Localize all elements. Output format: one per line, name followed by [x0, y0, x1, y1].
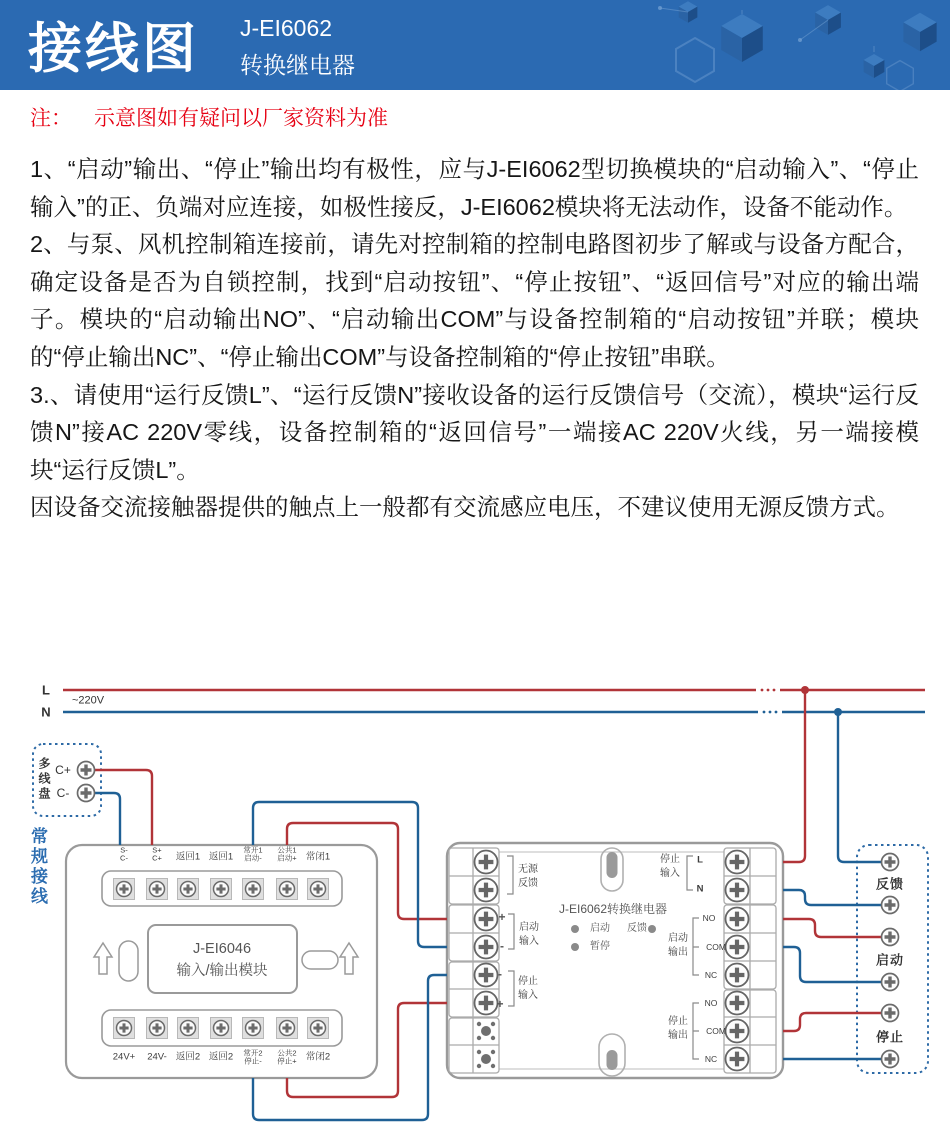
- t-no2: 常开2: [243, 1048, 263, 1058]
- t-return1-a: 返回1: [175, 851, 201, 863]
- voltage-label: ~220V: [71, 694, 105, 707]
- t-com1: 公共1: [277, 845, 297, 855]
- n-line-label: N: [41, 704, 51, 720]
- t-return2-a: 返回2: [175, 1051, 201, 1063]
- start-input-minus: -: [500, 939, 504, 953]
- vertical-slot-icon: [119, 941, 138, 981]
- t-24v-minus: 24V-: [147, 1051, 167, 1063]
- start-input-plus: +: [498, 910, 506, 924]
- passive-feedback-label-2: 反馈: [518, 878, 538, 889]
- page-title: 接线图: [28, 19, 199, 79]
- t-nc1: 常闭1: [305, 851, 331, 863]
- module-6062-title: J-EI6062转换继电器: [558, 902, 668, 916]
- start-output-no: NO: [702, 912, 716, 923]
- t-24v-plus: 24V+: [112, 1051, 136, 1063]
- power-lines: [63, 689, 925, 714]
- stop-input-minus: -: [498, 967, 502, 981]
- terminal-l-label: L: [697, 854, 703, 866]
- right-stop-input-label-2: 输入: [660, 868, 680, 879]
- t-c-plus: C+: [152, 853, 162, 863]
- l-line-label: L: [42, 682, 50, 698]
- note-text: 示意图如有疑问以厂家资料为准: [94, 107, 388, 130]
- terminal-n-label: N: [696, 883, 704, 895]
- stop-output-label-1: 停止: [668, 1016, 688, 1027]
- conventional-wiring-label: 常规接线: [28, 827, 47, 907]
- paragraph-3: 3.、请使用“运行反馈L”、“运行反馈N”接收设备的运行反馈信号（交流），模块“运行反馈N”接AC 220V零线，设备控制箱的“返回信号”一端接AC 220V火线，另一端接模块“运行反馈L”。: [30, 381, 919, 483]
- c-minus-label: C-: [56, 786, 70, 800]
- start-input-label-1: 启动: [519, 922, 539, 933]
- note-prefix: 注：: [30, 107, 72, 130]
- header-model: J-EI6062: [240, 15, 333, 41]
- led-feedback-label: 反馈: [627, 923, 647, 934]
- screw-terminal: [78, 785, 95, 802]
- device-feedback-label: 反馈: [875, 876, 905, 892]
- up-arrow-right-icon: [340, 943, 358, 974]
- n-line-junction-dot: [834, 708, 842, 716]
- t-return2-b: 返回2: [208, 1051, 234, 1063]
- module-6062-terminal-grid: [449, 848, 776, 1073]
- mounting-keyhole-icons: [599, 848, 625, 1076]
- device-start-label: 启动: [875, 952, 905, 968]
- t-c-minus: C-: [120, 853, 128, 863]
- start-output-nc: NC: [704, 969, 718, 980]
- stop-output-label-2: 输出: [668, 1030, 688, 1041]
- led-start-label: 启动: [590, 923, 610, 934]
- stop-input-plus: +: [496, 997, 504, 1011]
- up-arrow-left-icon: [94, 943, 112, 974]
- header-subtitle: 转换继电器: [240, 52, 355, 78]
- paragraph-2: 2、与泵、风机控制箱连接前，请先对控制箱的控制电路图初步了解或与设备方配合，确定设备是否为自锁控制，找到“启动按钮”、“停止按钮”、“返回信号”对应的输出端子。模块的“启动输出NO”、“启动输出COM”与设备控制箱的“启动按钮”并联；模块的“停止输出NC”、“停止输出COM”与设备控制箱的“停止按钮”串联。: [30, 231, 919, 370]
- stop-output-nc: NC: [704, 1053, 718, 1064]
- screw-terminal: [78, 762, 95, 779]
- t-start-plus: 启动+: [277, 853, 297, 863]
- multiline-panel-label: 多线盘: [37, 757, 51, 802]
- t-nc2: 常闭2: [305, 1051, 331, 1063]
- module-6046-subtitle: 输入/输出模块: [176, 962, 268, 979]
- paragraph-4: 因设备交流接触器提供的触点上一般都有交流感应电压，不建议使用无源反馈方式。: [30, 494, 900, 521]
- t-start-minus: 启动-: [244, 853, 262, 863]
- l-line-junction-dot: [801, 686, 809, 694]
- t-no1: 常开1: [243, 845, 263, 855]
- t-com2: 公共2: [277, 1048, 297, 1058]
- stop-input-label-2: 输入: [518, 990, 538, 1001]
- t-stop-plus: 停止+: [277, 1056, 297, 1066]
- c-plus-label: C+: [55, 763, 71, 777]
- stop-input-label-1: 停止: [518, 976, 538, 987]
- t-stop-minus: 停止-: [244, 1056, 262, 1066]
- module-6046-title: J-EI6046: [192, 940, 252, 957]
- t-s-minus: S-: [120, 845, 128, 855]
- right-stop-input-label-1: 停止: [660, 854, 680, 865]
- t-return1-b: 返回1: [208, 851, 234, 863]
- start-output-label-1: 启动: [668, 933, 688, 944]
- device-stop-label: 停止: [875, 1029, 905, 1045]
- t-s-plus: S+: [152, 845, 162, 855]
- stop-output-com: COM: [706, 1025, 726, 1036]
- start-output-com: COM: [706, 941, 726, 952]
- led-pause-label: 暂停: [590, 941, 610, 952]
- paragraph-1: 1、“启动”输出、“停止”输出均有极性，应与J-EI6062型切换模块的“启动输入”、“停止输入”的正、负端对应连接，如极性接反，J-EI6062模块将无法动作，设备不能动作。: [30, 156, 919, 220]
- passive-feedback-label-1: 无源: [518, 864, 538, 875]
- horizontal-slot-icon: [302, 951, 338, 969]
- start-input-label-2: 输入: [519, 936, 539, 947]
- start-output-label-2: 输出: [668, 947, 688, 958]
- stop-output-no: NO: [704, 997, 718, 1008]
